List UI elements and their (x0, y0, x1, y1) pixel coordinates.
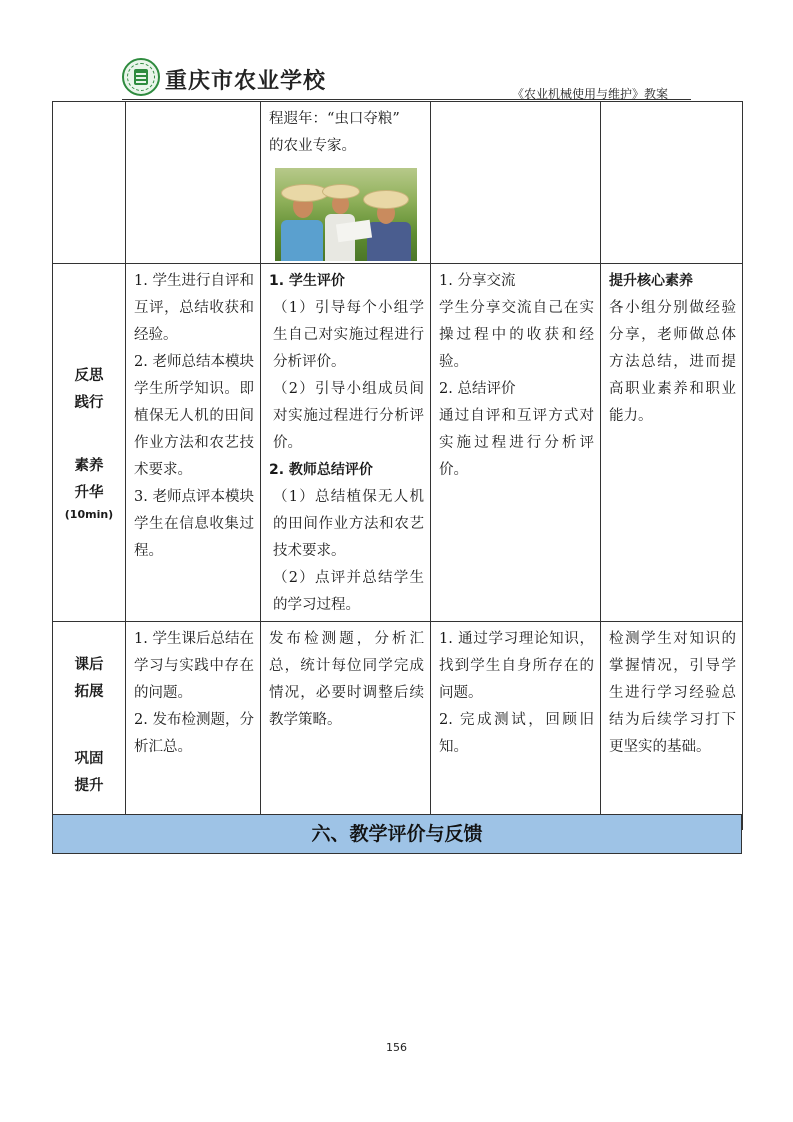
teacher-heading: 1. 学生评价 (269, 273, 345, 289)
school-logo-icon (122, 58, 160, 96)
design-intent-cell (601, 622, 743, 830)
teacher-item: （1）引导每个小组学生自己对实施过程进行分析评价。 (273, 300, 424, 370)
course-title: 《农业机械使用与维护》教案 (512, 87, 669, 101)
teacher-activity-cell (261, 264, 431, 622)
student-activity-cell (431, 622, 601, 830)
lesson-plan-table (52, 101, 743, 830)
teacher-item: （2）引导小组成员间对实施过程进行分析评价。 (273, 381, 424, 451)
duration-label: (10min) (64, 507, 114, 521)
phase-reflection: 反思 践行 素养 升华 (10min) (53, 264, 126, 622)
student-item: 通过自评和互评方式对实施过程进行分析评价。 (439, 408, 594, 478)
intent-text: 检测学生对知识的掌握情况，引导学生进行学习经验总结为后续学习打下更坚实的基础。 (609, 631, 736, 755)
teacher-item: （1）总结植保无人机的田间作业方法和农艺技术要求。 (273, 489, 424, 559)
intent-heading: 提升核心素养 (609, 273, 693, 289)
student-item: 1. 通过学习理论知识，找到学生自身所存在的问题。 (439, 631, 594, 701)
content-cell (126, 102, 261, 264)
header-divider (122, 99, 691, 100)
table-row (53, 102, 743, 264)
teacher-heading: 2. 教师总结评价 (269, 462, 373, 478)
page-number: 156 (386, 1041, 407, 1054)
student-item: 2. 总结评价 (439, 381, 516, 397)
content-item: 1. 学生课后总结在学习与实践中存在的问题。 (134, 631, 254, 701)
teacher-activity-cell (261, 622, 431, 830)
content-item: 2. 老师总结本模块学生所学知识。即植保无人机的田间作业方法和农艺技术要求。 (134, 354, 254, 478)
student-activity-cell (431, 102, 601, 264)
content-item: 1. 学生进行自评和互评，总结收获和经验。 (134, 273, 254, 343)
teacher-line: 程遐年：“虫口夺粮” (269, 111, 400, 127)
design-intent-cell (601, 102, 743, 264)
teacher-line: 的农业专家。 (269, 138, 356, 154)
content-cell (126, 264, 261, 622)
teacher-activity-cell (261, 102, 431, 264)
school-name: 重庆市农业学校 (165, 69, 327, 94)
student-activity-cell (431, 264, 601, 622)
content-item: 3. 老师点评本模块学生在信息收集过程。 (134, 489, 254, 559)
phase-cell (53, 102, 126, 264)
farmers-photo (275, 168, 417, 261)
table-row (53, 622, 743, 830)
intent-text: 各小组分别做经验分享，老师做总体方法总结，进而提高职业素养和职业能力。 (609, 300, 736, 424)
section-heading: 六、教学评价与反馈 (52, 814, 742, 854)
design-intent-cell (601, 264, 743, 622)
student-item: 2. 完成测试，回顾旧知。 (439, 712, 594, 755)
phase-extension: 课后 拓展 巩固 提升 (53, 622, 126, 830)
teacher-item: （2）点评并总结学生的学习过程。 (273, 570, 424, 613)
teacher-text: 发布检测题，分析汇总，统计每位同学完成情况，必要时调整后续教学策略。 (269, 631, 424, 728)
student-item: 学生分享交流自己在实操过程中的收获和经验。 (439, 300, 594, 370)
student-item: 1. 分享交流 (439, 273, 516, 289)
table-row (53, 264, 743, 622)
content-cell (126, 622, 261, 830)
page-header (0, 0, 793, 100)
content-item: 2. 发布检测题，分析汇总。 (134, 712, 254, 755)
